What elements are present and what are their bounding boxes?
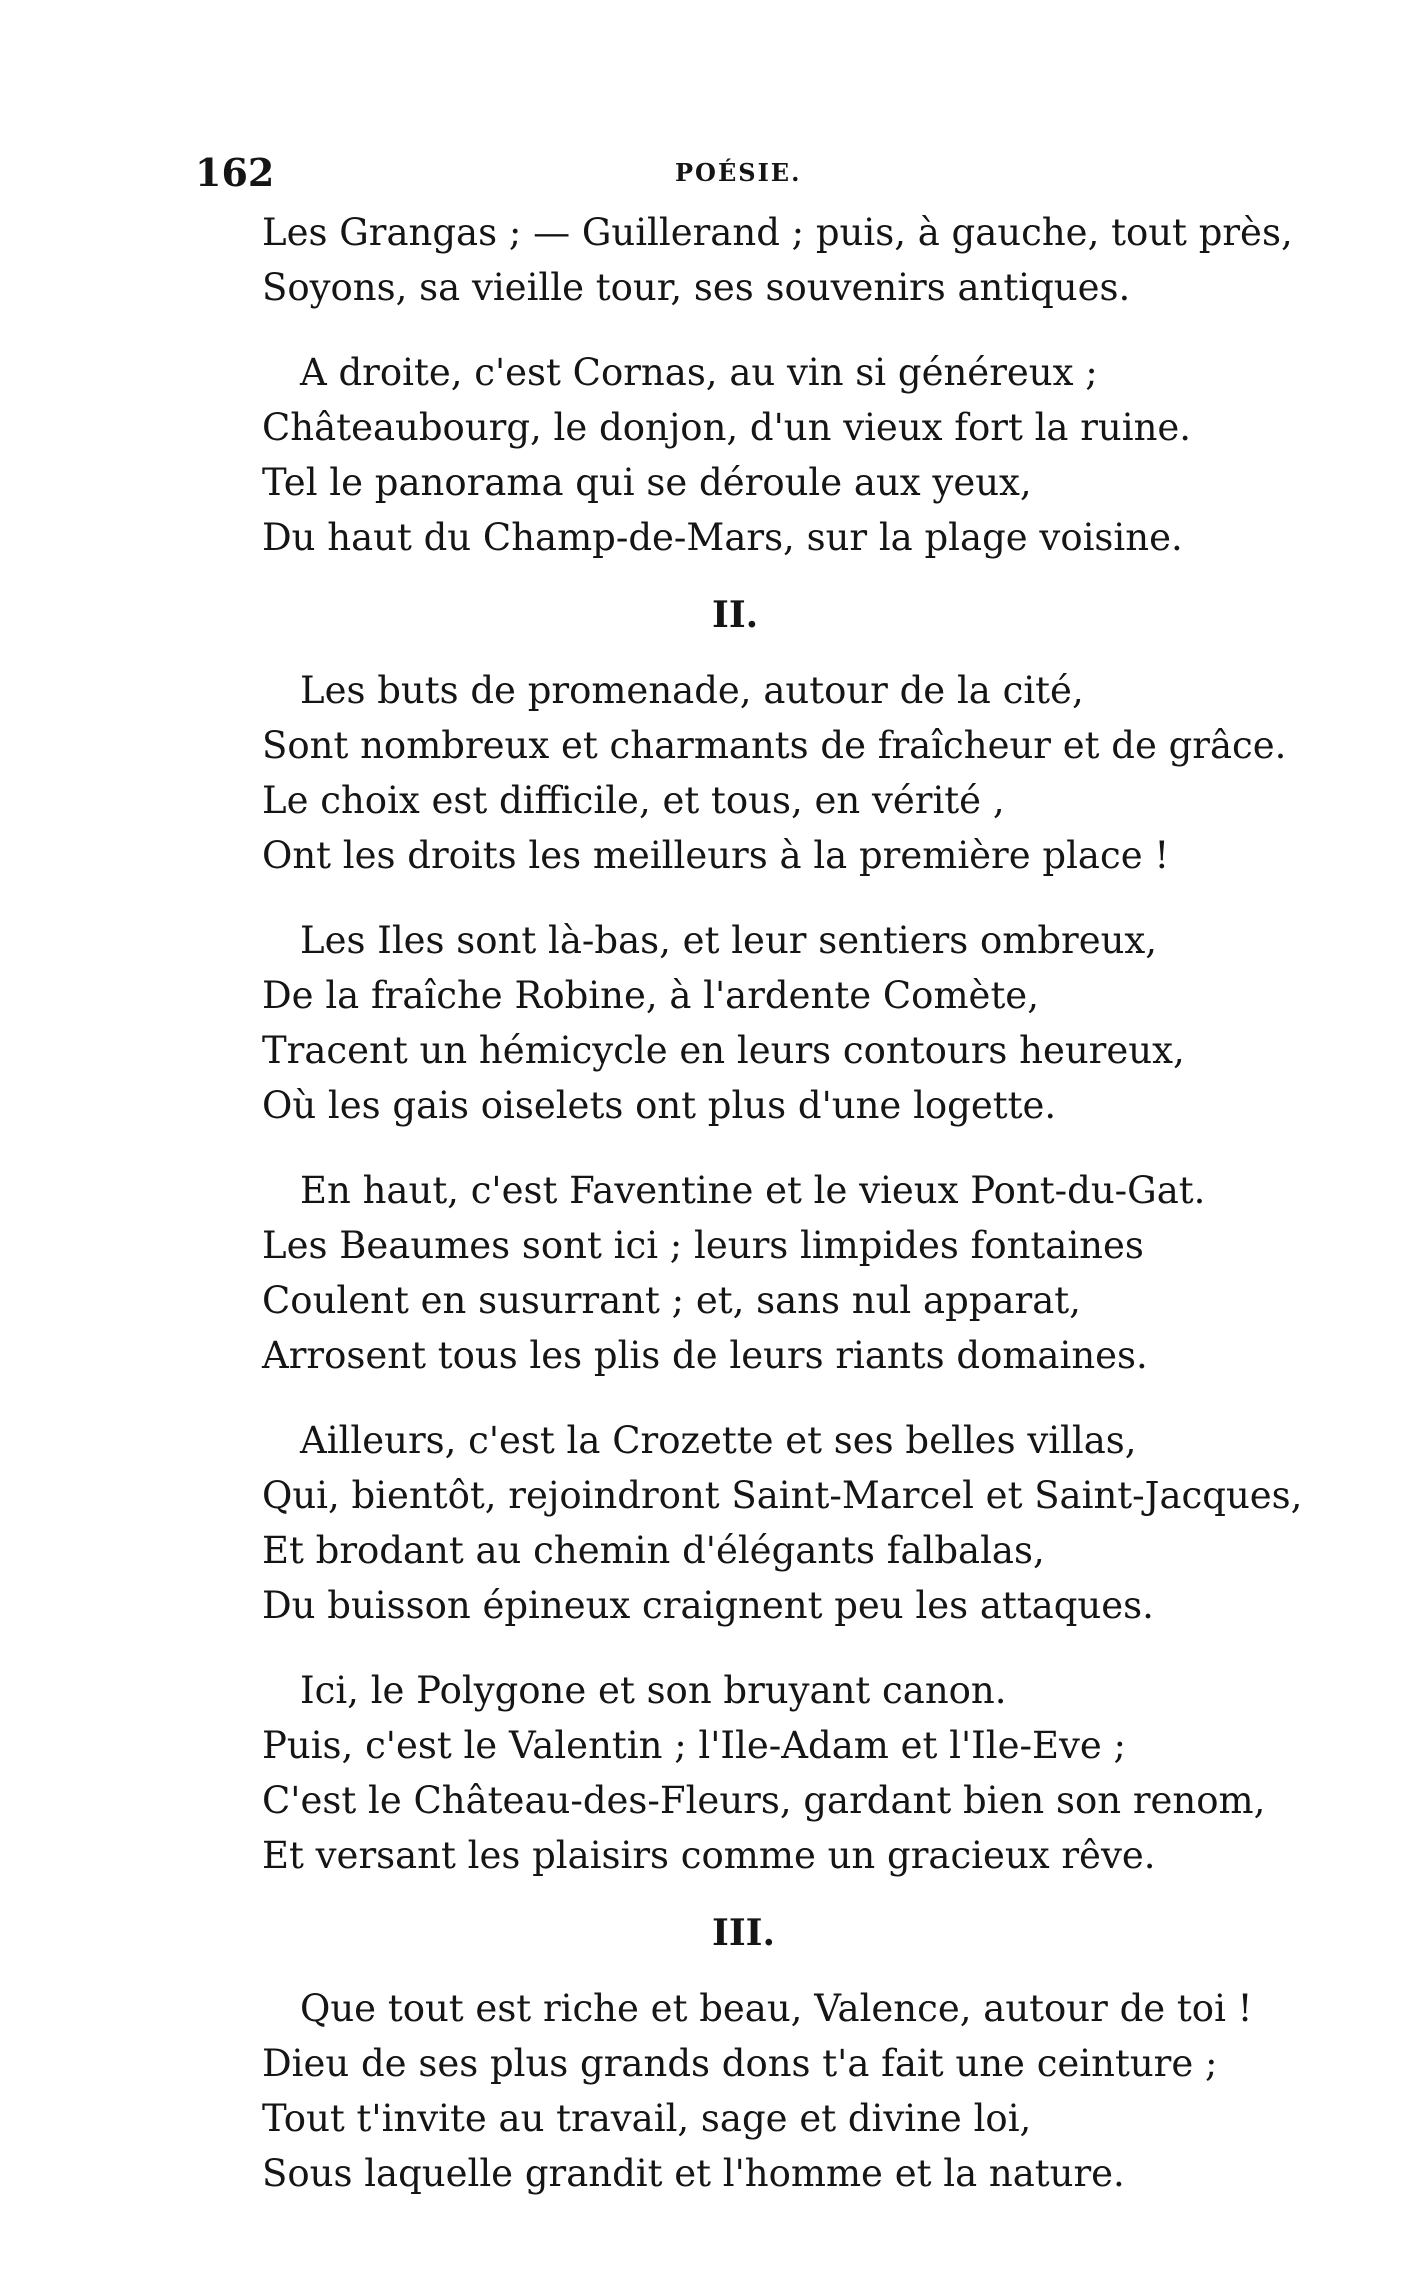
- verse-line: Coulent en susurrant ; et, sans nul apparat,: [262, 1279, 1081, 1322]
- verse-line: Que tout est riche et beau, Valence, autour de toi !: [300, 1987, 1253, 2030]
- page-number: 162: [195, 150, 275, 195]
- verse-line: Dieu de ses plus grands dons t'a fait une ceinture ;: [262, 2042, 1218, 2085]
- stanza: [262, 345, 1222, 565]
- verse-line: De la fraîche Robine, à l'ardente Comète,: [262, 974, 1039, 1017]
- verse-line: Où les gais oiselets ont plus d'une logette.: [262, 1084, 1057, 1127]
- verse-line: Du haut du Champ-de-Mars, sur la plage voisine.: [262, 516, 1183, 559]
- verse-line: Sous laquelle grandit et l'homme et la nature.: [262, 2152, 1125, 2195]
- verse-line: Les Iles sont là-bas, et leur sentiers ombreux,: [300, 919, 1158, 962]
- verse-line: Du buisson épineux craignent peu les attaques.: [262, 1584, 1154, 1627]
- verse-line: Le choix est difficile, et tous, en vérité ,: [262, 779, 1005, 822]
- running-head: POÉSIE.: [675, 158, 802, 187]
- verse-line: Tout t'invite au travail, sage et divine loi,: [262, 2097, 1032, 2140]
- verse-line: Tel le panorama qui se déroule aux yeux,: [262, 461, 1032, 504]
- verse-line: Et versant les plaisirs comme un gracieux rêve.: [262, 1834, 1156, 1877]
- poem-body: [262, 205, 1303, 2231]
- verse-line: A droite, c'est Cornas, au vin si généreux ;: [300, 351, 1098, 394]
- verse-line: Les buts de promenade, autour de la cité,: [300, 669, 1084, 712]
- stanza: [262, 1413, 1303, 1633]
- stanza: [262, 1163, 1222, 1383]
- verse-line: Tracent un hémicycle en leurs contours heureux,: [262, 1029, 1185, 1072]
- page-header: [195, 150, 1225, 200]
- section-number: III.: [712, 1912, 776, 1954]
- stanza: [262, 1663, 1266, 1883]
- verse-line: Soyons, sa vieille tour, ses souvenirs antiques.: [262, 266, 1131, 309]
- verse-line: Puis, c'est le Valentin ; l'Ile-Adam et l'Ile-Eve ;: [262, 1724, 1127, 1767]
- verse-line: Sont nombreux et charmants de fraîcheur et de grâce.: [262, 724, 1287, 767]
- verse-line: Qui, bientôt, rejoindront Saint-Marcel et Saint-Jacques,: [262, 1474, 1303, 1517]
- stanza: [262, 1981, 1253, 2201]
- stanza: [262, 913, 1222, 1133]
- section-number: II.: [712, 594, 759, 636]
- verse-line: Ici, le Polygone et son bruyant canon.: [300, 1669, 1007, 1712]
- verse-line: C'est le Château-des-Fleurs, gardant bien son renom,: [262, 1779, 1266, 1822]
- verse-line: Châteaubourg, le donjon, d'un vieux fort la ruine.: [262, 406, 1192, 449]
- verse-line: Les Beaumes sont ici ; leurs limpides fontaines: [262, 1224, 1144, 1267]
- verse-line: Ont les droits les meilleurs à la première place !: [262, 834, 1170, 877]
- verse-line: En haut, c'est Faventine et le vieux Pont-du-Gat.: [300, 1169, 1206, 1212]
- verse-line: Arrosent tous les plis de leurs riants domaines.: [262, 1334, 1148, 1377]
- stanza: [262, 663, 1287, 883]
- verse-line: Et brodant au chemin d'élégants falbalas,: [262, 1529, 1045, 1572]
- verse-line: Les Grangas ; — Guillerand ; puis, à gauche, tout près,: [262, 211, 1293, 254]
- verse-line: Ailleurs, c'est la Crozette et ses belles villas,: [300, 1419, 1137, 1462]
- stanza: [262, 205, 1293, 315]
